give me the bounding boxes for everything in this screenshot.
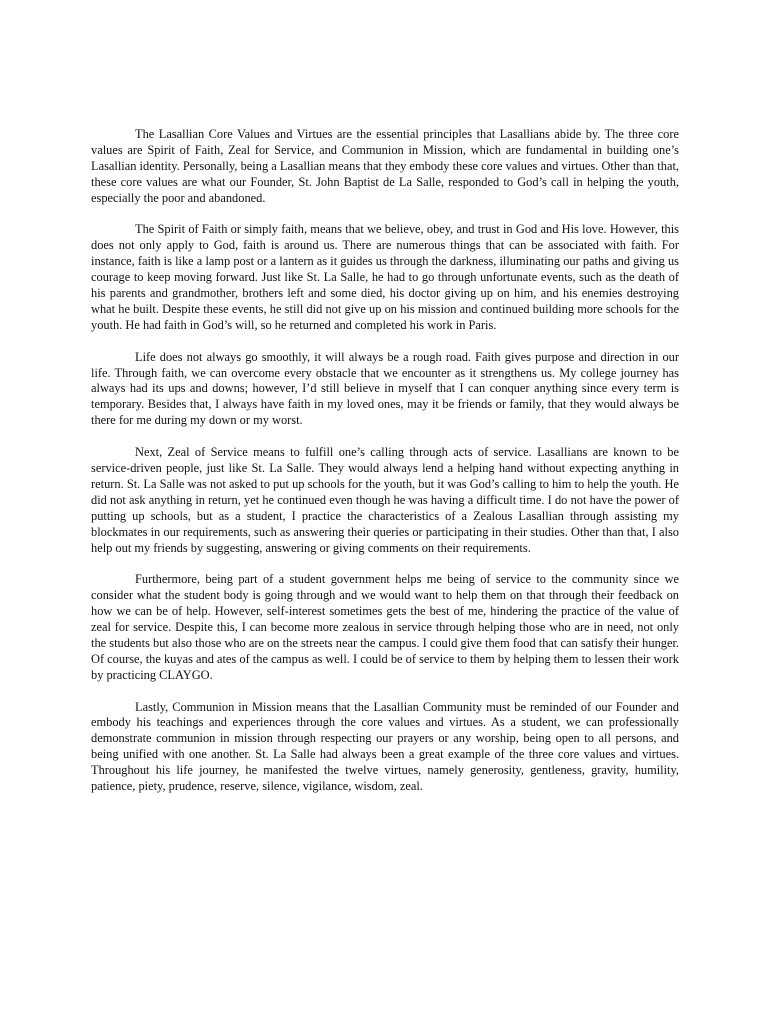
paragraph-3: Life does not always go smoothly, it will always be a rough road. Faith gives purpose and direction in our life. Through faith, we can overcome every obstacle that we encounter as it strengthens us. My college journey has always had its ups and downs; however, I’d still believe in myself that I can conquer anything since every term is temporary. Besides that, I always have faith in my loved ones, may it be friends or family, that they would always be there for me during my down or my worst.: [91, 349, 679, 428]
paragraph-2: The Spirit of Faith or simply faith, means that we believe, obey, and trust in God and His love. However, this does not only apply to God, faith is around us. There are numerous things that can be associated with faith. For instance, faith is like a lamp post or a lantern as it guides us through the darkness, illuminating our paths and giving us courage to keep moving forward. Just like St. La Salle, he had to go through unfortunate events, such as the death of his parents and grandmother, brothers left and some died, his doctor giving up on him, and his enemies destroying what he built. Despite these events, he still did not give up on his mission and continued building more schools for the youth. He had faith in God’s will, so he returned and completed his work in Paris.: [91, 222, 679, 332]
paragraph-4: Next, Zeal of Service means to fulfill one’s calling through acts of service. Lasallians are known to be service-driven people, just like St. La Salle. They would always lend a helping hand without expecting anything in return. St. La Salle was not asked to put up schools for the youth, but it was God’s calling to him to help the youth. He did not ask anything in return, yet he continued even though he was having a difficult time. I do not have the power of putting up schools, but as a student, I practice the characteristics of a Zealous Lasallian through assisting my blockmates in our requirements, such as answering their queries or participating in their studies. Other than that, I also help out my friends by suggesting, answering or giving comments on their requirements.: [91, 445, 679, 555]
paragraph-6: Lastly, Communion in Mission means that the Lasallian Community must be reminded of our Founder and embody his teachings and experiences through the core values and virtues. As a student, we can professionally demonstrate communion in mission through respecting our prayers or any worship, being open to all persons, and being unified with one another. St. La Salle had always been a great example of the three core values and virtues. Throughout his life journey, he manifested the twelve virtues, namely generosity, gentleness, gravity, humility, patience, piety, prudence, reserve, silence, vigilance, wisdom, zeal.: [91, 699, 679, 794]
paragraph-5: Furthermore, being part of a student government helps me being of service to the community since we consider what the student body is going through and we would want to help them on that through their feedback on how we can be of help. However, self-interest sometimes gets the best of me, hindering the practice of the value of zeal for service. Despite this, I can become more zealous in service through helping those who are in need, not only the students but also those who are on the streets near the campus. I could give them food that can satisfy their hunger. Of course, the kuyas and ates of the campus as well. I could be of service to them by helping them to lessen their work by practicing CLAYGO.: [91, 572, 679, 682]
document-page: [91, 127, 679, 811]
paragraph-1: The Lasallian Core Values and Virtues are the essential principles that Lasallians abide by. The three core values are Spirit of Faith, Zeal for Service, and Communion in Mission, which are fundamental in building one’s Lasallian identity. Personally, being a Lasallian means that they embody these core values and virtues. Other than that, these core values are what our Founder, St. John Baptist de La Salle, responded to God’s call in helping the youth, especially the poor and abandoned.: [91, 127, 679, 205]
